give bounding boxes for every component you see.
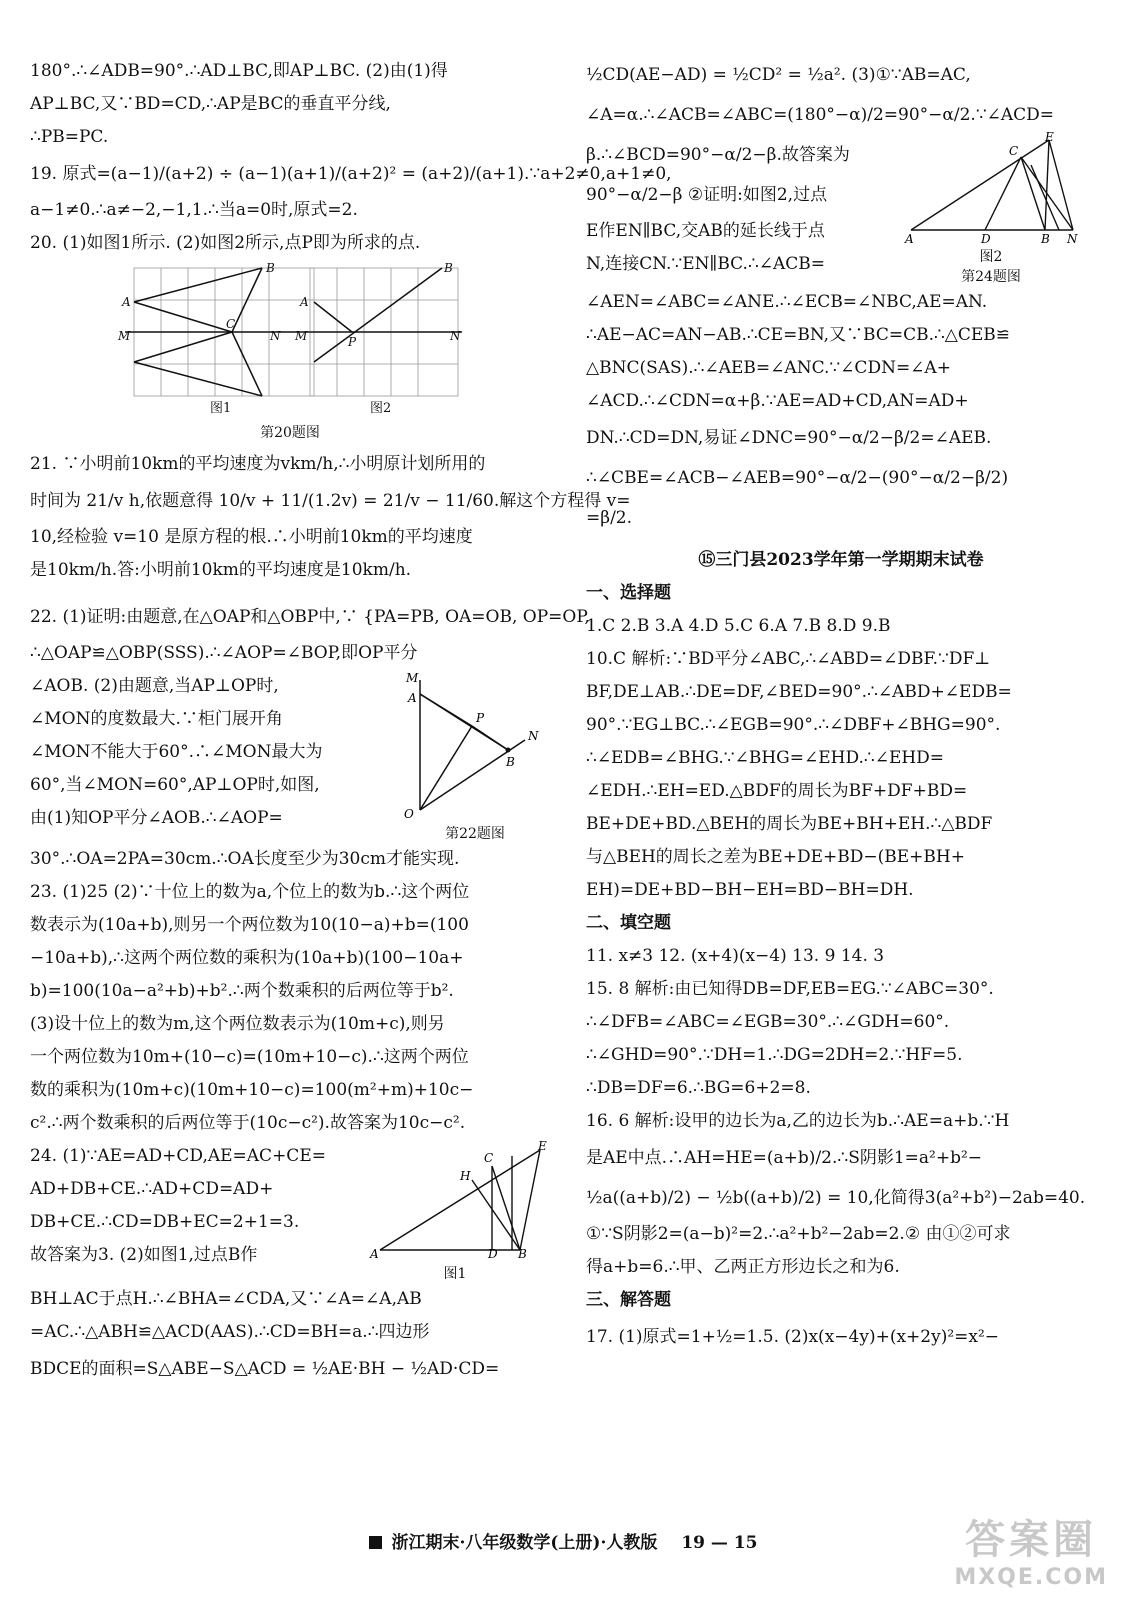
label-O: O [404,807,414,821]
text-line: EH)=DE+BD−BH−EH=BD−BH=DH. [586,880,914,900]
text-line: 90°−α/2−β ②证明:如图2,过点 [586,185,828,205]
text-line: 是10km/h.答:小明前10km的平均速度是10km/h. [30,560,412,580]
figure-24-2-caption: 图2 [979,249,1003,265]
q24-cont-with-figure [586,130,1096,286]
label-B: B [518,1247,527,1261]
text-line: 23. (1)25 (2)∵十位上的数为a,个位上的数为b.∴这个两位 [30,882,470,902]
label-M: M [118,329,131,343]
text-line: 24. (1)∵AE=AD+CD,AE=AC+CE= [30,1146,326,1166]
text-line: ∴∠EDB=∠BHG.∵∠BHG=∠EHD.∴∠EHD= [586,748,945,768]
text-line: 21. ∵小明前10km的平均速度为vkm/h,∴小明原计划所用的 [30,454,486,474]
text-line: 20. (1)如图1所示. (2)如图2所示,点P即为所求的点. [30,233,421,253]
text-line: AD+DB+CE.∴AD+CD=AD+ [30,1179,274,1199]
label-A: A [408,691,417,705]
text-line: −10a+b),∴这两个两位数的乘积为(10a+b)(100−10a+ [30,948,464,968]
text-line: 180°.∴∠ADB=90°.∴AD⊥BC,即AP⊥BC. (2)由(1)得 [30,61,448,81]
text-line: ∴∠CBE=∠ACB−∠AEB=90°−α/2−(90°−α/2−β/2) [586,468,1009,488]
label-D: D [981,232,991,246]
text-line: c².∴两个数乘积的后两位等于(10c−c²).故答案为10c−c². [30,1113,466,1133]
label-H: H [460,1169,471,1183]
text-line: E作EN∥BC,交AB的延长线于点 [586,221,825,241]
figure-24-title: 第24题图 [961,269,1021,285]
exam-title: ⑮三门县2023学年第一学期期末试卷 [698,550,984,570]
label-A: A [905,232,914,246]
figure-20-title: 第20题图 [260,425,320,441]
text-line: 30°.∴OA=2PA=30cm.∴OA长度至少为30cm才能实现. [30,849,460,869]
text-line: ∠A=α.∴∠ACB=∠ABC=(180°−α)/2=90°−α/2.∵∠ACD= [586,105,1055,125]
text-line: 10.C 解析:∵BD平分∠ABC,∴∠ABD=∠DBF.∵DF⊥ [586,649,991,669]
label-N: N [450,329,461,343]
text-line: b)=100(10a−a²+b)+b².∴两个数乘积的后两位等于b². [30,981,454,1001]
text-line: =AC.∴△ABH≌△ACD(AAS).∴CD=BH=a.∴四边形 [30,1322,430,1342]
figure-24-1-graphic [360,1139,550,1261]
section-heading: 三、解答题 [586,1290,671,1310]
section-heading: 一、选择题 [586,583,671,603]
text-line: 90°.∵EG⊥BC.∴∠EGB=90°.∴∠DBF+∠BHG=90°. [586,715,1001,735]
text-line: ∴∠DFB=∠ABC=∠EGB=30°.∴∠GDH=60°. [586,1012,950,1032]
text-line: 19. 原式=(a−1)/(a+2) ÷ (a−1)(a+1)/(a+2)² = (a+2)/(a+1).∵a+2≠0,a+1≠0, [30,164,672,184]
text-line: 15. 8 解析:由已知得DB=DF,EB=EG.∵∠ABC=30°. [586,979,994,999]
text-line: 11. x≠3 12. (x+4)(x−4) 13. 9 14. 3 [586,946,885,966]
label-C: C [226,317,236,331]
watermark-logo-text: 答案圈 [965,1517,1098,1563]
figure-20 [30,260,550,448]
text-line: β.∴∠BCD=90°−α/2−β.故答案为 [586,145,850,165]
figure-24-1 [360,1140,550,1283]
label-P: P [348,335,357,349]
text-line: △BNC(SAS).∴∠AEB=∠ANC.∵∠CDN=∠A+ [586,358,951,378]
label-A: A [370,1247,379,1261]
text-line: 17. (1)原式=1+½=1.5. (2)x(x−4y)+(x+2y)²=x²− [586,1327,1000,1347]
q24-with-figure [30,1140,550,1283]
square-marker-icon [369,1536,382,1549]
text-line: ∴PB=PC. [30,127,109,147]
label-N: N [1067,232,1078,246]
label-C: C [484,1151,494,1165]
label-M: M [406,671,419,685]
text-line: ∴DB=DF=6.∴BG=6+2=8. [586,1078,811,1098]
text-line: 数的乘积为(10m+c)(10m+10−c)=100(m²+m)+10c− [30,1080,474,1100]
text-line: 得a+b=6.∴甲、乙两正方形边长之和为6. [586,1257,900,1277]
text-line: ①∵S阴影2=(a−b)²=2.∴a²+b²−2ab=2.② 由①②可求 [586,1224,1011,1244]
section-heading: 二、填空题 [586,913,671,933]
text-line: 60°,当∠MON=60°,AP⊥OP时,如图, [30,775,320,795]
point-labels-figure-2 [294,261,461,349]
figure-2-caption: 图2 [370,401,392,416]
text-line: 10,经检验 v=10 是原方程的根.∴小明前10km的平均速度 [30,527,473,547]
text-line: ∴AE−AC=AN−AB.∴CE=BN,又∵BC=CB.∴△CEB≌ [586,325,1011,345]
text-line: 16. 6 解析:设甲的边长为a,乙的边长为b.∴AE=a+b.∵H [586,1111,1010,1131]
text-line: ½a((a+b)/2) − ½b((a+b)/2) = 10,化简得3(a²+b²)−2ab=40. [586,1188,1086,1208]
text-line: ½CD(AE−AD) = ½CD² = ½a². (3)①∵AB=AC, [586,65,971,85]
text-line: a−1≠0.∴a≠−2,−1,1.∴当a=0时,原式=2. [30,200,358,220]
text-line: DB+CE.∴CD=DB+EC=2+1=3. [30,1212,300,1232]
label-E: E [1045,130,1054,144]
text-line: 时间为 21/v h,依题意得 10/v + 11/(1.2v) = 21/v − 11/60.解这个方程得 v= [30,491,631,511]
label-B: B [266,261,275,275]
text-line: 一个两位数为10m+(10−c)=(10m+10−c).∴这两个两位 [30,1047,469,1067]
figure-22-title: 第22题图 [445,826,505,842]
label-N: N [270,329,281,343]
text-line: ∠EDH.∴EH=ED.△BDF的周长为BF+DF+BD= [586,781,968,801]
label-M: M [295,329,308,343]
label-E: E [538,1139,547,1153]
text-line: =β/2. [586,508,633,528]
watermark [954,1508,1108,1590]
figure-1-caption: 图1 [210,401,232,416]
text-line: AP⊥BC,又∵BD=CD,∴AP是BC的垂直平分线, [30,94,391,114]
watermark-url: MXQE.COM [954,1565,1108,1590]
figure-22 [400,670,550,843]
label-A: A [122,295,131,309]
figure-20-graphic [30,260,550,420]
text-line: ∠MON不能大于60°.∴∠MON最大为 [30,742,323,762]
footer-text: 浙江期末·八年级数学(上册)·人教版 [391,1533,658,1553]
label-B: B [1041,232,1050,246]
text-line: 由(1)知OP平分∠AOB.∴∠AOP= [30,808,283,828]
label-B: B [506,755,515,769]
text-line: ∴∠GHD=90°.∵DH=1.∴DG=2DH=2.∵HF=5. [586,1045,963,1065]
label-B: B [444,261,453,275]
lines-figure-2 [302,268,462,362]
text-line: 1.C 2.B 3.A 4.D 5.C 6.A 7.B 8.D 9.B [586,616,891,636]
label-A: A [300,295,309,309]
point-labels-figure-1 [117,261,281,343]
text-line: ∴△OAP≌△OBP(SSS).∴∠AOP=∠BOP,即OP平分 [30,643,418,663]
text-line: ∠AEN=∠ABC=∠ANE.∴∠ECB=∠NBC,AE=AN. [586,292,988,312]
figure-24-1-caption: 图1 [443,1266,467,1282]
text-line: 22. (1)证明:由题意,在△OAP和△OBP中,∵ {PA=PB, OA=OB, OP=OP, [30,607,590,627]
label-C: C [1009,144,1019,158]
text-line: DN.∴CD=DN,易证∠DNC=90°−α/2−β/2=∠AEB. [586,428,992,448]
text-line: ∠MON的度数最大.∵柜门展开角 [30,709,283,729]
page-number: 19 — 15 [681,1533,758,1553]
right-column [586,55,1096,1357]
figure-24-2-graphic [901,130,1081,246]
figure-22-graphic [400,670,550,820]
text-line: BDCE的面积=S△ABE−S△ACD = ½AE·BH − ½AD·CD= [30,1359,500,1379]
text-line: (3)设十位上的数为m,这个两位数表示为(10m+c),则另 [30,1014,445,1034]
label-N: N [528,729,539,743]
label-P: P [476,711,485,725]
text-line: N,连接CN.∵EN∥BC.∴∠ACB= [586,254,826,274]
text-line: BF,DE⊥AB.∴DE=DF,∠BED=90°.∴∠ABD+∠EDB= [586,682,1012,702]
text-line: 是AE中点.∴AH=HE=(a+b)/2.∴S阴影1=a²+b²− [586,1148,983,1168]
text-line: 数表示为(10a+b),则另一个两位数为10(10−a)+b=(100 [30,915,469,935]
text-line: BH⊥AC于点H.∴∠BHA=∠CDA,又∵∠A=∠A,AB [30,1289,422,1309]
text-line: ∠AOB. (2)由题意,当AP⊥OP时, [30,676,279,696]
label-D: D [488,1247,498,1261]
text-line: 与△BEH的周长之差为BE+DE+BD−(BE+BH+ [586,847,965,867]
text-line: 故答案为3. (2)如图1,过点B作 [30,1245,258,1265]
text-line: ∠ACD.∴∠CDN=α+β.∵AE=AD+CD,AN=AD+ [586,391,969,411]
q22-with-figure [30,670,550,843]
figure-24-2 [901,130,1081,286]
text-line: BE+DE+BD.△BEH的周长为BE+BH+EH.∴△BDF [586,814,993,834]
